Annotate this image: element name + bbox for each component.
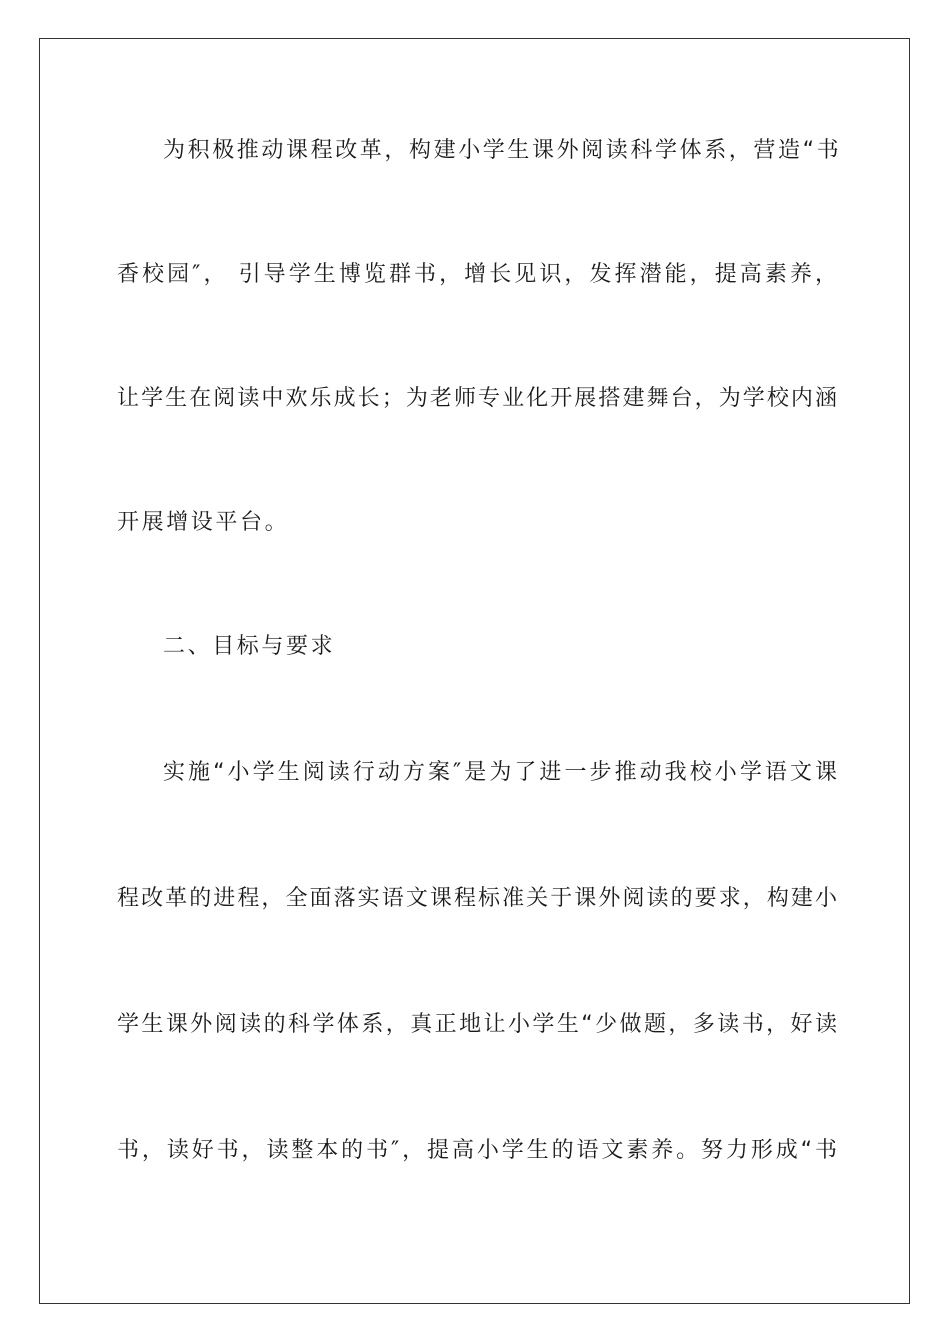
paragraph-line-4: 开展增设平台。 bbox=[117, 510, 290, 535]
section-heading: 二、目标与要求 bbox=[163, 634, 336, 659]
page-frame bbox=[39, 38, 910, 1304]
paragraph-line-2: 香校园″， 引导学生博览群书，增长见识，发挥潜能，提高素养， bbox=[117, 262, 837, 287]
paragraph-line-3: 让学生在阅读中欢乐成长；为老师专业化开展搭建舞台，为学校内涵 bbox=[117, 386, 837, 411]
paragraph-line-1: 为积极推动课程改革，构建小学生课外阅读科学体系，营造“书 bbox=[163, 138, 842, 163]
section-line-1: 实施“小学生阅读行动方案″是为了进一步推动我校小学语文课 bbox=[163, 760, 837, 785]
section-line-4: 书，读好书，读整本的书″，提高小学生的语文素养。努力形成“书 bbox=[117, 1138, 837, 1163]
section-line-2: 程改革的进程，全面落实语文课程标准关于课外阅读的要求，构建小 bbox=[117, 886, 837, 911]
section-line-3: 学生课外阅读的科学体系，真正地让小学生“少做题，多读书，好读 bbox=[117, 1012, 837, 1037]
